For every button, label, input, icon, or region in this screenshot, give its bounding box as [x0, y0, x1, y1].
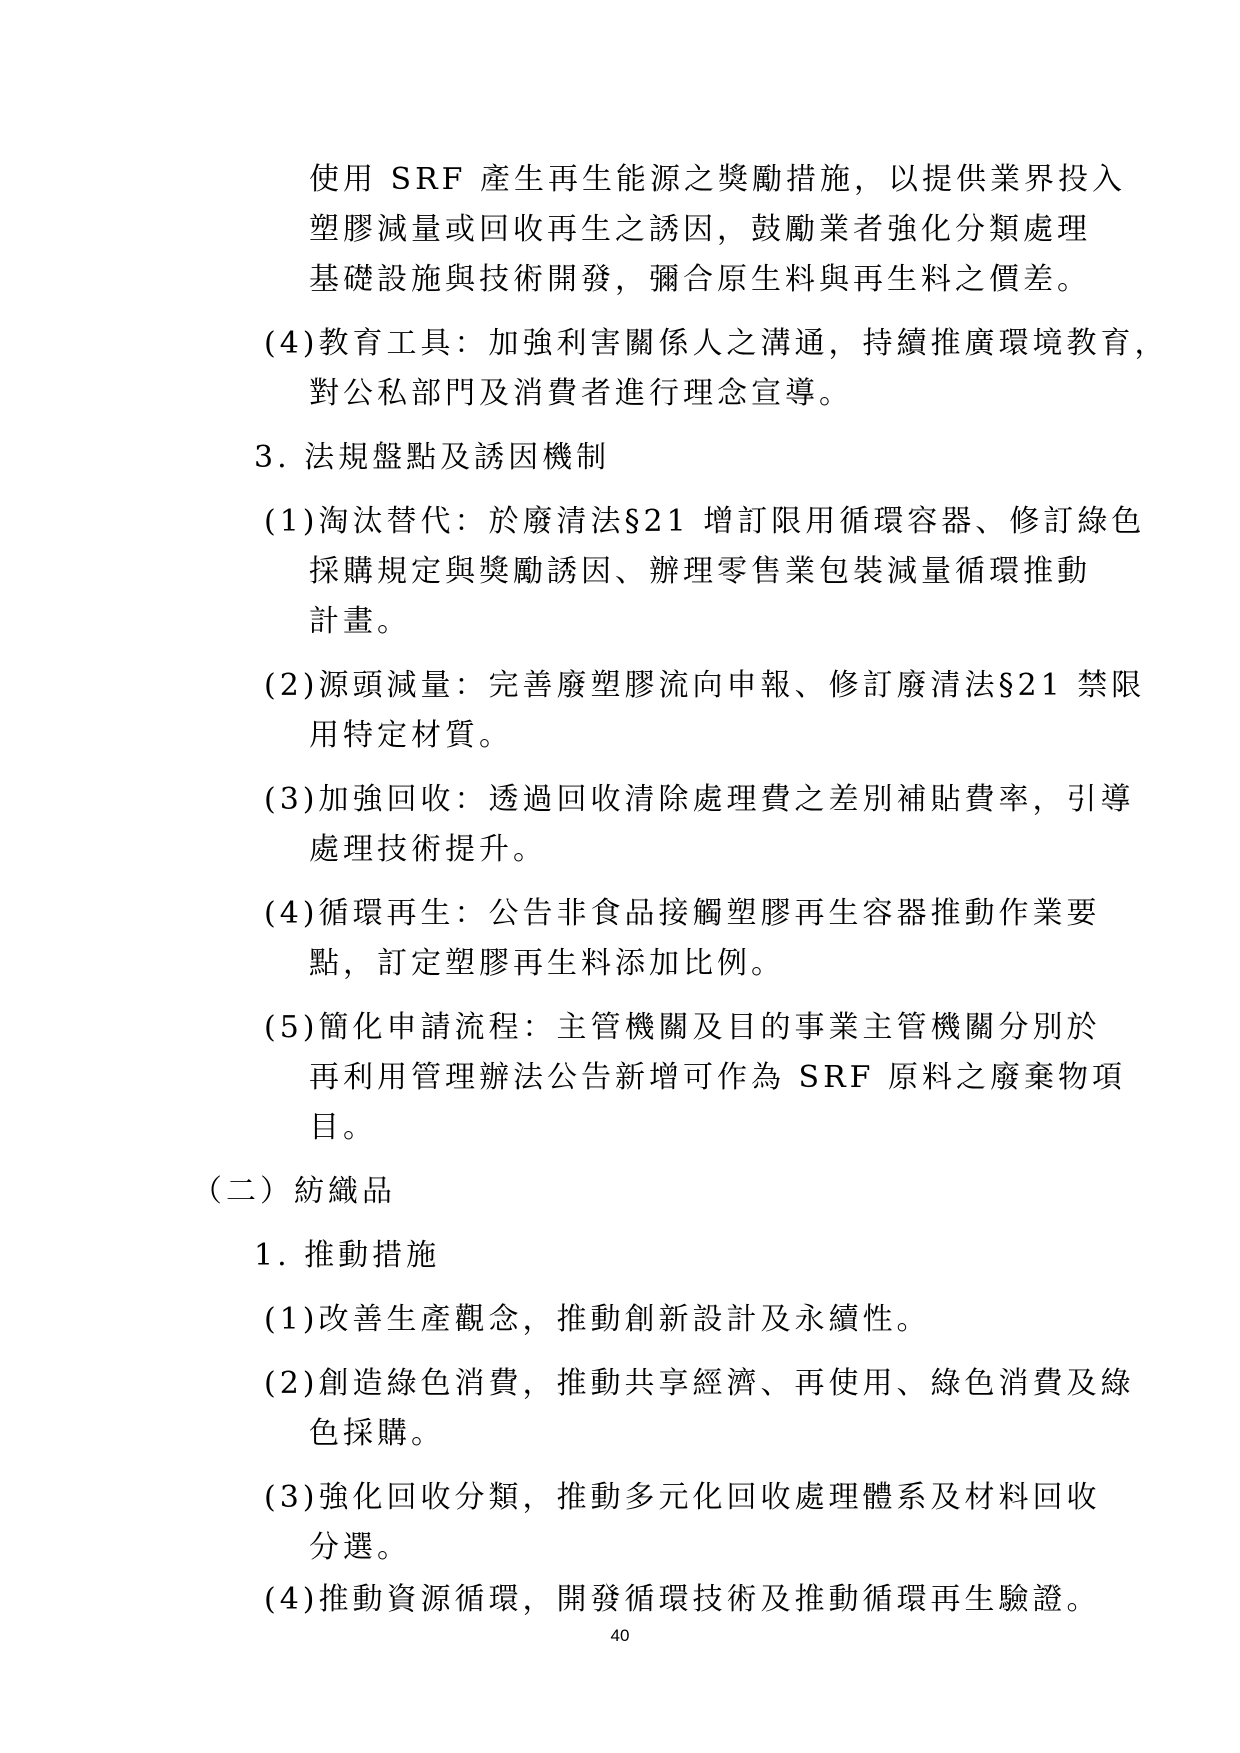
text-line: 採購規定與獎勵誘因、辦理零售業包裝減量循環推動 — [309, 554, 1091, 589]
text-line: (2)源頭減量：完善廢塑膠流向申報、修訂廢清法§21 禁限 — [264, 668, 1146, 703]
text-line: (1)淘汰替代：於廢清法§21 增訂限用循環容器、修訂綠色 — [264, 504, 1146, 539]
text-line: 塑膠減量或回收再生之誘因，鼓勵業者強化分類處理 — [309, 212, 1091, 247]
text-line: 分選。 — [309, 1530, 411, 1565]
section-heading: 1. 推動措施 — [254, 1238, 441, 1273]
text-line: 再利用管理辦法公告新增可作為 SRF 原料之廢棄物項 — [309, 1060, 1127, 1095]
text-line: (5)簡化申請流程：主管機關及目的事業主管機關分別於 — [264, 1010, 1101, 1045]
text-line: (2)創造綠色消費，推動共享經濟、再使用、綠色消費及綠 — [264, 1366, 1135, 1401]
text-line: 處理技術提升。 — [309, 832, 547, 867]
text-line: 目。 — [309, 1110, 377, 1145]
text-line: 用特定材質。 — [309, 718, 513, 753]
text-line: 使用 SRF 產生再生能源之獎勵措施，以提供業界投入 — [309, 162, 1127, 197]
text-line: (4)循環再生：公告非食品接觸塑膠再生容器推動作業要 — [264, 896, 1101, 931]
text-line: 計畫。 — [309, 604, 411, 639]
text-line: 點，訂定塑膠再生料添加比例。 — [309, 946, 785, 981]
section-heading: 3. 法規盤點及誘因機制 — [254, 440, 611, 475]
text-line: 對公私部門及消費者進行理念宣導。 — [309, 376, 853, 411]
text-line: 基礎設施與技術開發，彌合原生料與再生料之價差。 — [309, 262, 1091, 297]
text-line: (3)強化回收分類，推動多元化回收處理體系及材料回收 — [264, 1480, 1101, 1515]
text-line: 色採購。 — [309, 1416, 445, 1451]
section-heading: （二）紡織品 — [192, 1174, 396, 1209]
text-line: (4)推動資源循環，開發循環技術及推動循環再生驗證。 — [264, 1582, 1101, 1617]
text-line: (4)教育工具：加強利害關係人之溝通，持續推廣環境教育， — [264, 326, 1169, 361]
text-line: (3)加強回收：透過回收清除處理費之差別補貼費率，引導 — [264, 782, 1135, 817]
text-line: (1)改善生產觀念，推動創新設計及永續性。 — [264, 1302, 931, 1337]
page-number: 40 — [610, 1626, 630, 1645]
